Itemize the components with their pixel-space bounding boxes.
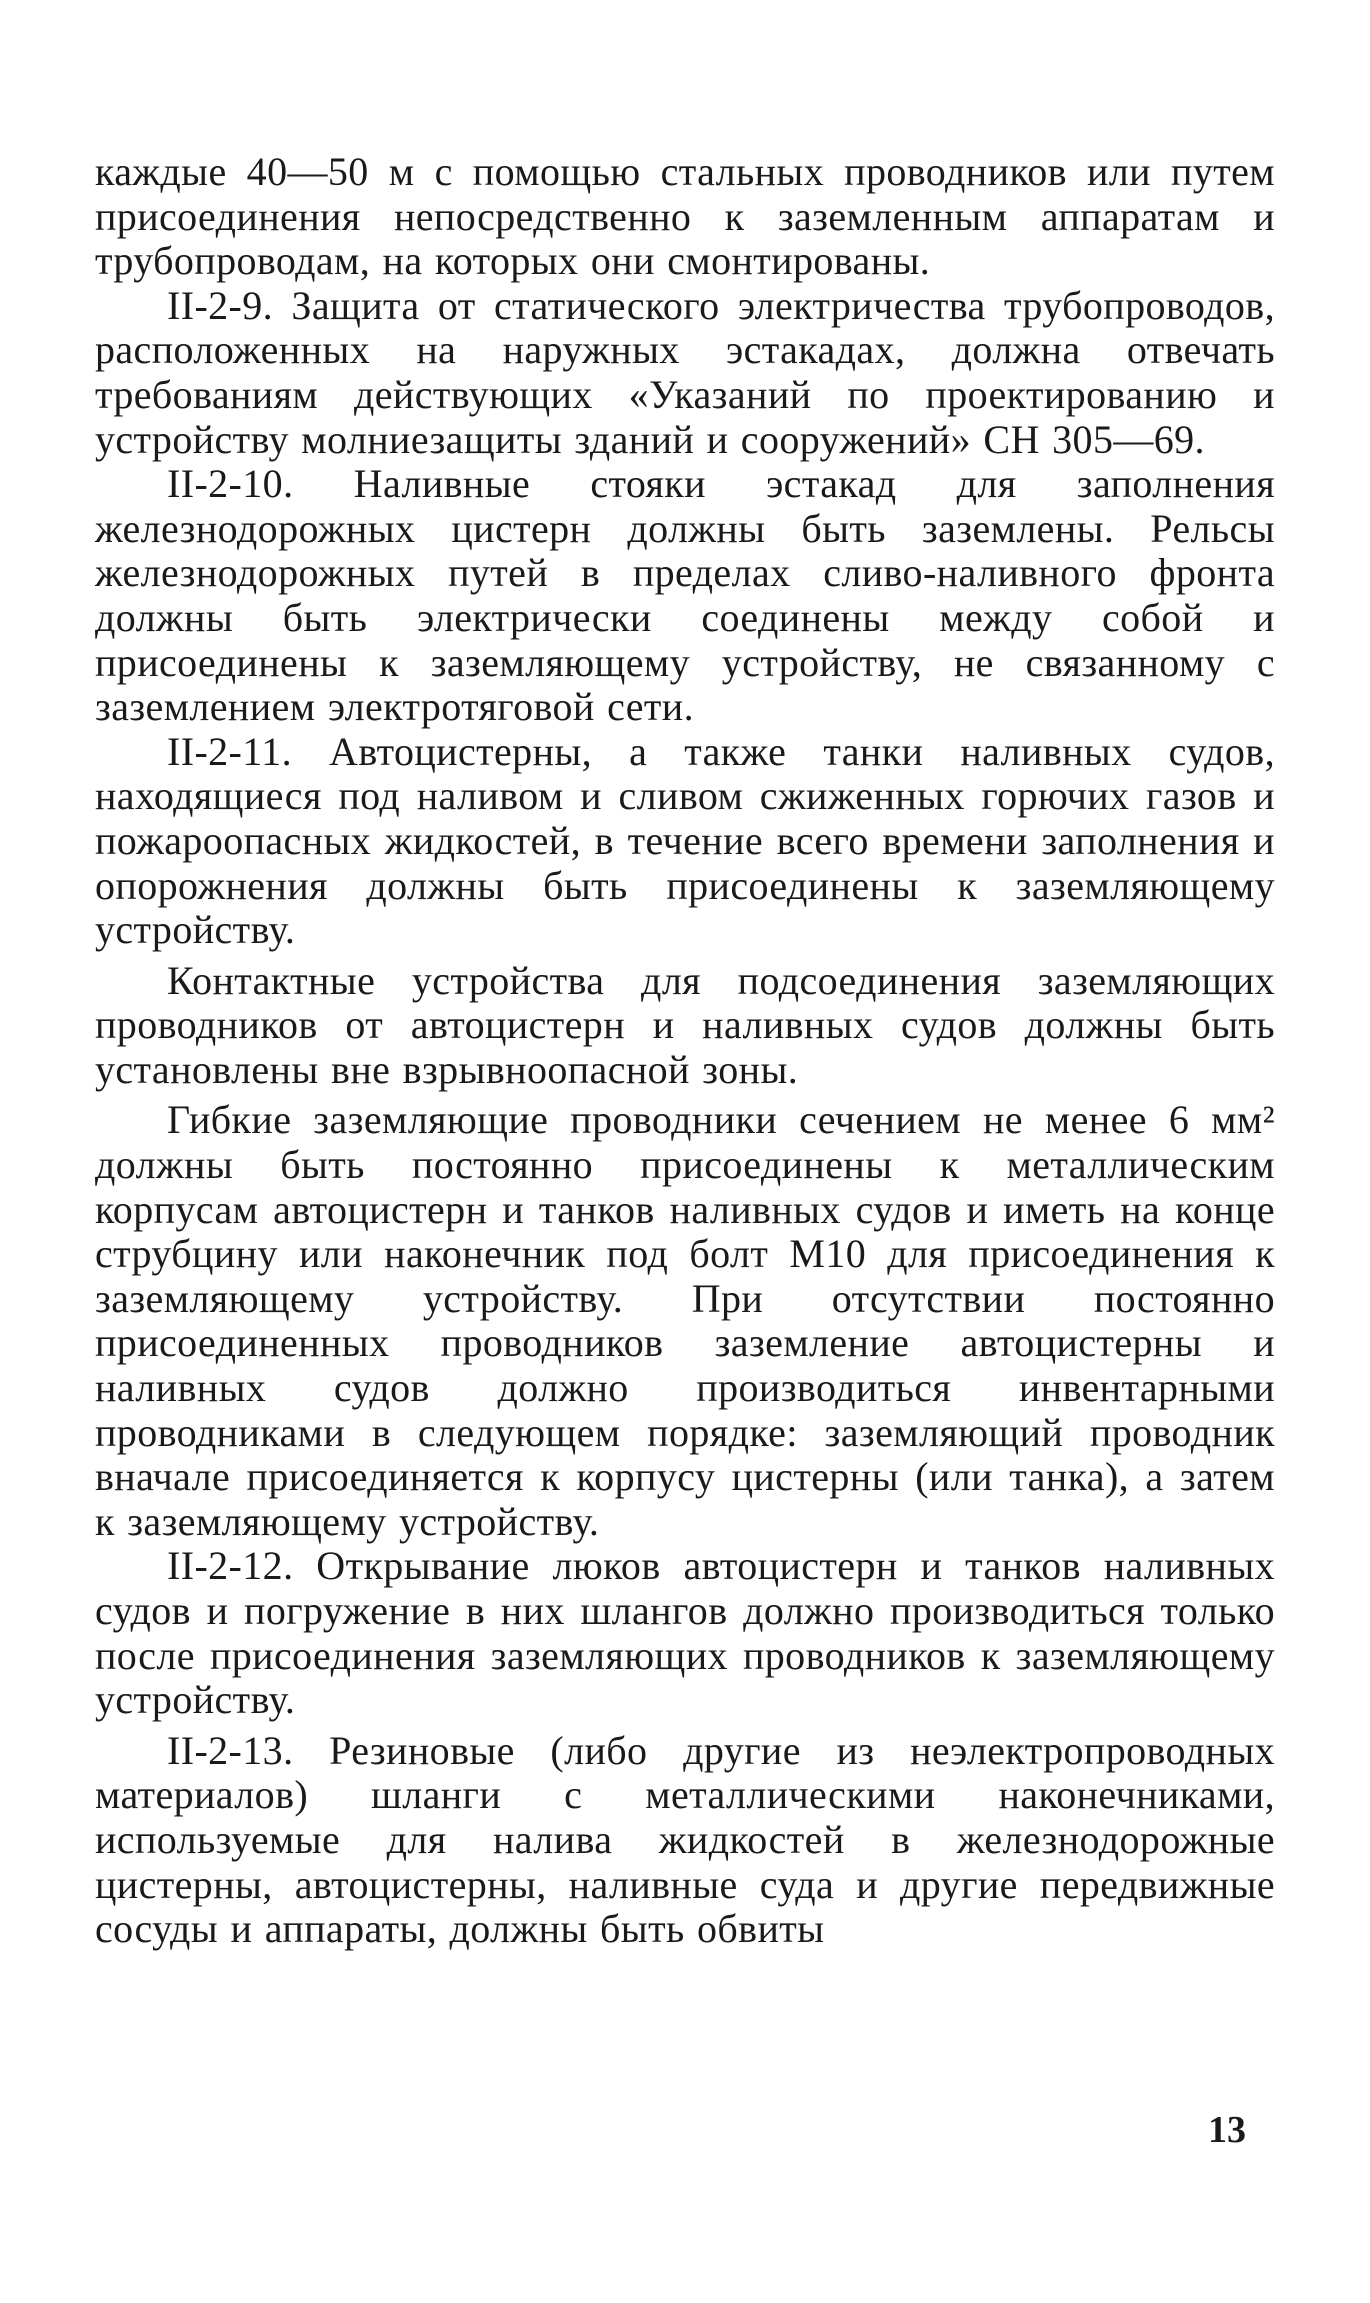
page-body: [95, 150, 1275, 1952]
paragraph-contact-devices: Контактные устройства для подсоединения заземляющих проводников от автоцистерн и наливных судов должны быть установлены вне взрывноопасной зоны.: [95, 957, 1275, 1092]
paragraph-continuation: каждые 40—50 м с помощью стальных проводников или путем присоединения непосредственно к заземленным аппаратам и трубопроводам, на которых они смонтированы.: [95, 149, 1275, 284]
paragraph-ii-2-10: II-2-10. Наливные стояки эстакад для заполнения железнодорожных цистерн должны быть заземлены. Рельсы железнодорожных путей в пределах сливо-наливного фронта должны быть электрически соединены между собой и присоединены к заземляющему устройству, не связанному с заземлением электротяговой сети.: [95, 461, 1275, 730]
paragraph-flexible-conductors: Гибкие заземляющие проводники сечением не менее 6 мм² должны быть постоянно присоединены к металлическим корпусам автоцистерн и танков наливных судов и иметь на конце струбцину или наконечник под болт М10 для присоединения к заземляющему устройству. При отсутствии постоянно присоединенных проводников заземление автоцистерны и наливных судов должно производиться инвентарными проводниками в следующем порядке: заземляющий проводник вначале присоединяется к корпусу цистерны (или танка), а затем к заземляющему устройству.: [95, 1097, 1275, 1544]
paragraph-ii-2-11: II-2-11. Автоцистерны, а также танки наливных судов, находящиеся под наливом и сливом сжиженных горючих газов и пожароопасных жидкостей, в течение всего времени заполнения и опорожнения должны быть присоединены к заземляющему устройству.: [95, 728, 1275, 953]
paragraph-ii-2-12: II-2-12. Открывание люков автоцистерн и танков наливных судов и погружение в них шлангов должно производиться только после присоединения заземляющих проводников к заземляющему устройству.: [95, 1543, 1275, 1723]
paragraph-ii-2-9: II-2-9. Защита от статического электричества трубопроводов, расположенных на наружных эстакадах, должна отвечать требованиям действующих «Указаний по проектированию и устройству молниезащиты зданий и сооружений» СН 305—69.: [95, 282, 1275, 462]
paragraph-ii-2-13: II-2-13. Резиновые (либо другие из неэлектропроводных материалов) шланги с металлическими наконечниками, используемые для налива жидкостей в железнодорожные цистерны, автоцистерны, наливные суда и другие передвижные сосуды и аппараты, должны быть обвиты: [95, 1727, 1275, 1952]
page-number: 13: [1208, 2109, 1246, 2151]
